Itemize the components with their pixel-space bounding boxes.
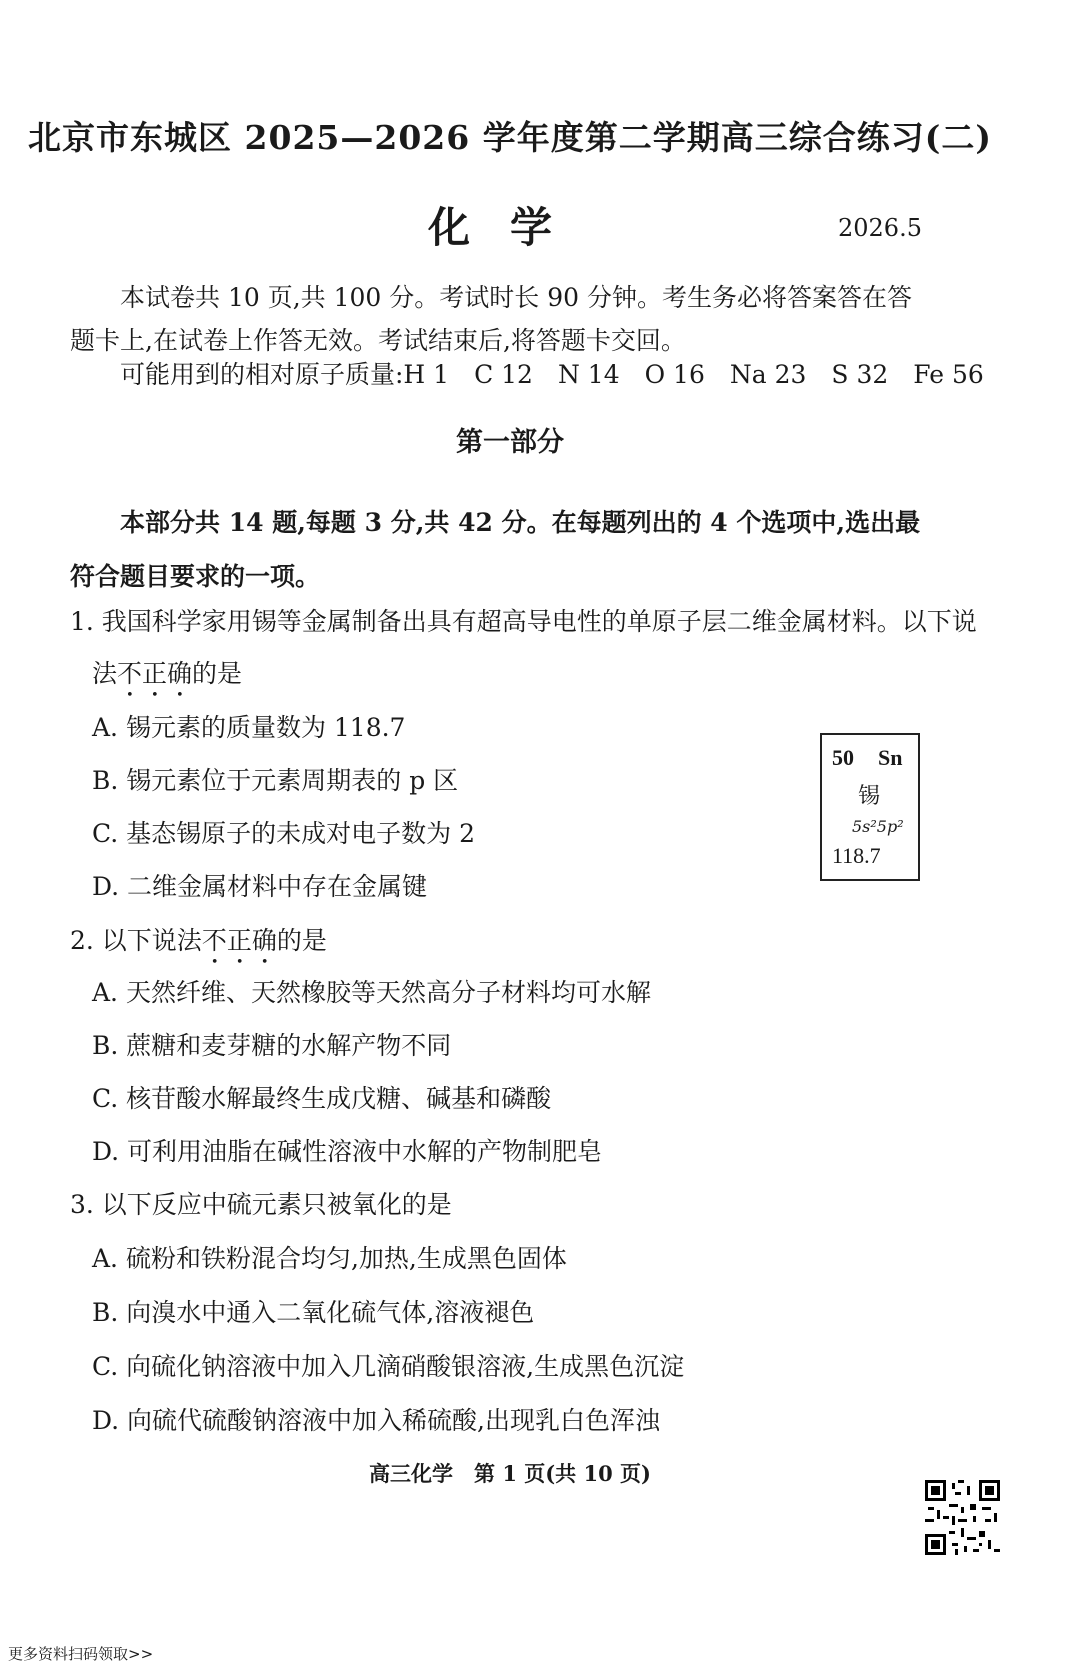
exam-date: 2026.5 <box>838 214 922 242</box>
question-2-option-b: B. 蔗糖和麦芽糖的水解产物不同 <box>92 1031 452 1060</box>
question-1-stem-line1: 1. 我国科学家用锡等金属制备出具有超高导电性的单原子层二维金属材料。以下说 <box>70 607 977 636</box>
question-1-option-c: C. 基态锡原子的未成对电子数为 2 <box>92 819 475 848</box>
part-title: 第一部分 <box>456 427 564 458</box>
question-1-option-b: B. 锡元素位于元素周期表的 p 区 <box>92 766 459 795</box>
question-2-option-a: A. 天然纤维、天然橡胶等天然高分子材料均可水解 <box>92 978 651 1007</box>
qr-code <box>925 1480 1000 1555</box>
question-2-stem: 2. 以下说法不正确的是 <box>70 926 327 955</box>
question-2-option-d: D. 可利用油脂在碱性溶液中水解的产物制肥皂 <box>92 1137 603 1166</box>
element-atomic-mass: 118.7 <box>832 843 881 868</box>
element-atomic-number: 50 <box>832 745 854 770</box>
element-electron-config: 5s²5p² <box>852 817 904 836</box>
question-3-option-c: C. 向硫化钠溶液中加入几滴硝酸银溶液,生成黑色沉淀 <box>92 1352 685 1381</box>
element-card-tin <box>820 733 920 881</box>
page-footer: 高三化学 第 1 页(共 10 页) <box>369 1461 651 1486</box>
emphasis-not-correct: 不正确 <box>117 659 193 688</box>
subject-title: 化学 <box>427 203 592 252</box>
element-name: 锡 <box>858 784 881 809</box>
question-3-option-d: D. 向硫代硫酸钠溶液中加入稀硫酸,出现乳白色浑浊 <box>92 1406 660 1435</box>
question-2-option-c: C. 核苷酸水解最终生成戊糖、碱基和磷酸 <box>92 1084 552 1113</box>
question-1-option-d: D. 二维金属材料中存在金属键 <box>92 872 428 901</box>
exam-notice: 本试卷共 10 页,共 100 分。考试时长 90 分钟。考生务必将答案答在答题卡上,在试卷上作答无效。考试结束后,将答题卡交回。 <box>70 283 912 355</box>
question-3-option-b: B. 向溴水中通入二氧化硫气体,溶液褪色 <box>92 1298 535 1327</box>
emphasis-not-correct: 不正确 <box>201 926 277 955</box>
question-3-option-a: A. 硫粉和铁粉混合均匀,加热,生成黑色固体 <box>92 1244 567 1273</box>
question-1-option-a: A. 锡元素的质量数为 118.7 <box>92 713 406 742</box>
part-description: 本部分共 14 题,每题 3 分,共 42 分。在每题列出的 4 个选项中,选出最符合题目要求的一项。 <box>70 508 921 591</box>
atomic-masses: 可能用到的相对原子质量:H 1 C 12 N 14 O 16 Na 23 S 32 Fe 56 <box>120 360 984 389</box>
question-3-stem: 3. 以下反应中硫元素只被氧化的是 <box>70 1190 452 1219</box>
question-1-stem-line2: 法不正确的是 <box>92 659 243 688</box>
scan-prompt: 更多资料扫码领取>> <box>8 1645 154 1663</box>
exam-title: 北京市东城区 2025—2026 学年度第二学期高三综合练习(二) <box>28 118 992 157</box>
element-symbol: Sn <box>878 745 903 770</box>
